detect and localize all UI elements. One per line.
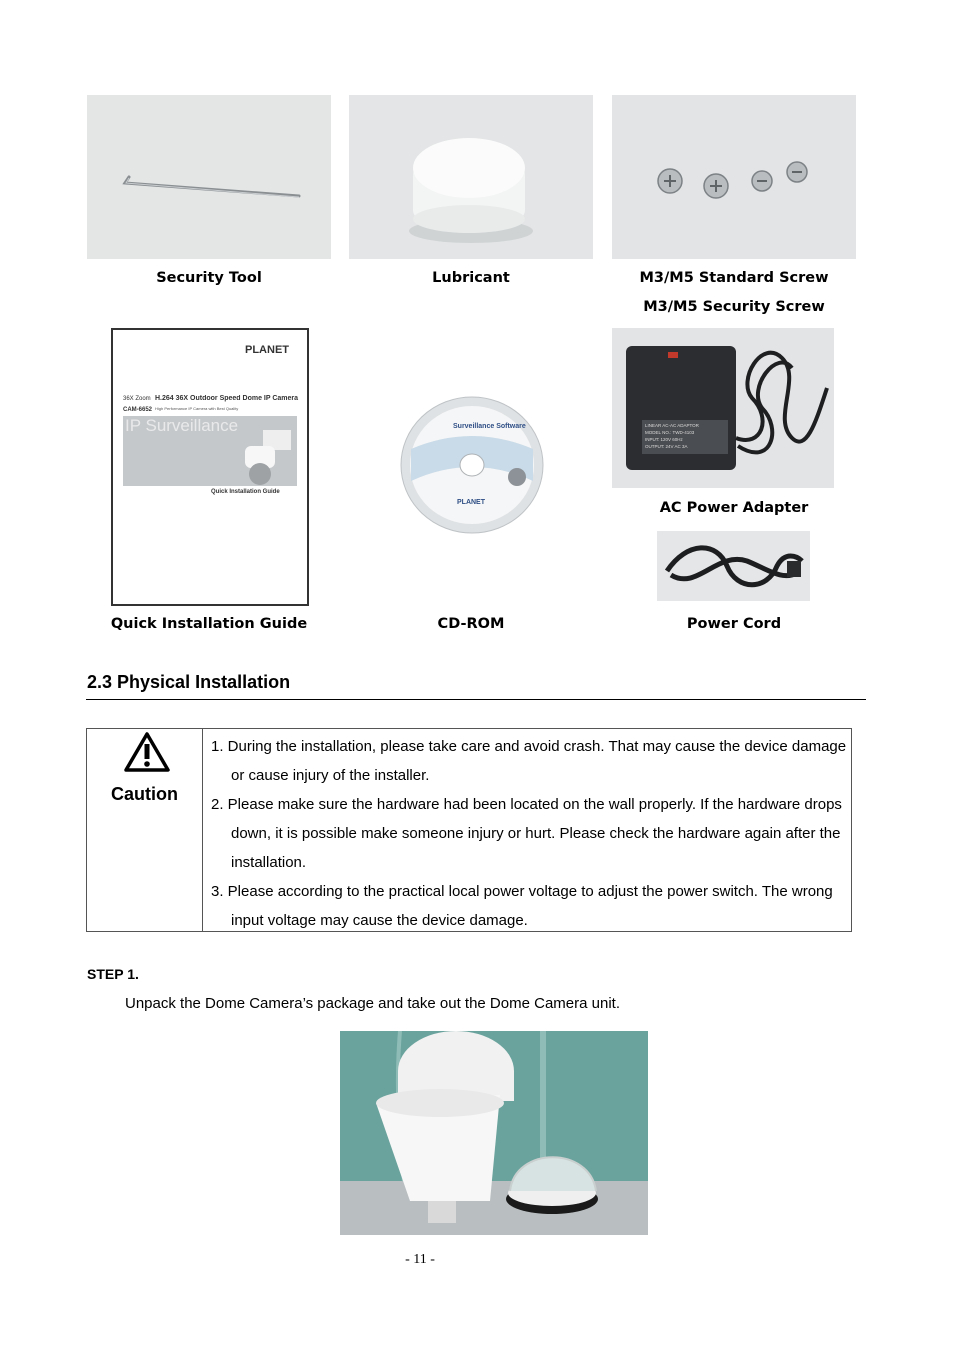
- adapter-label-line1: LINEAR AC-AC ADAPTOR: [645, 423, 699, 428]
- power-cord-caption: Power Cord: [686, 616, 782, 632]
- caution-item: 3. Please according to the practical local power voltage to adjust the power switch. The wrong input voltage may cause the device damage.: [211, 883, 833, 929]
- screws-photo: [612, 95, 856, 259]
- standard-screw-caption: M3/M5 Standard Screw: [639, 270, 829, 286]
- lubricant-caption: Lubricant: [432, 270, 510, 286]
- caution-item: 2. Please make sure the hardware had been located on the wall properly. If the hardware drops down, it is possible make someone injury or hurt. Please check the hardware again after the installation.: [211, 796, 842, 871]
- page-number: - 11 -: [405, 1252, 435, 1267]
- guide-watermark: IP Surveillance: [125, 416, 239, 435]
- section-rule: [86, 699, 866, 700]
- step-label: STEP 1.: [87, 966, 139, 982]
- guide-doc-label: Quick Installation Guide: [211, 489, 280, 495]
- ac-adapter-photo: [612, 328, 834, 488]
- adapter-label-line2: MODEL NO.: TWD-4103: [645, 430, 695, 435]
- lubricant-photo: [349, 95, 593, 259]
- guide-caption: Quick Installation Guide: [110, 616, 308, 632]
- security-tool-caption: Security Tool: [156, 270, 262, 286]
- guide-cover: [111, 328, 309, 606]
- security-tool-photo: [87, 95, 331, 259]
- cd-product: Surveillance Software: [453, 423, 526, 430]
- adapter-label-line4: OUTPUT: 24V AC 3A: [645, 444, 688, 449]
- adapter-label-line3: INPUT: 120V 60Hz: [645, 437, 683, 442]
- dome-camera-photo: [340, 1031, 648, 1235]
- ac-adapter-caption: AC Power Adapter: [659, 500, 809, 516]
- adapter-label: [642, 420, 728, 454]
- warning-icon: [123, 731, 171, 773]
- caution-label: Caution: [111, 784, 178, 804]
- step-text: Unpack the Dome Camera’s package and take out the Dome Camera unit.: [125, 995, 620, 1012]
- cd-brand: PLANET: [457, 499, 485, 506]
- guide-subtitle: High Performance IP Camera with Best Quality: [155, 406, 239, 411]
- caution-box: [86, 728, 852, 932]
- section-title: 2.3 Physical Installation: [87, 672, 291, 692]
- power-cord-photo: [657, 531, 810, 601]
- caution-item: 1. During the installation, please take care and avoid crash. That may cause the device damage or cause injury of the installer.: [211, 738, 847, 784]
- caution-divider: [202, 729, 203, 931]
- guide-zoom: 36X Zoom: [123, 396, 151, 402]
- guide-brand-logo: PLANET: [245, 344, 289, 356]
- caution-list: [211, 732, 847, 935]
- security-screw-caption: M3/M5 Security Screw: [643, 299, 825, 315]
- guide-title: H.264 36X Outdoor Speed Dome IP Camera: [155, 395, 299, 402]
- cd-rom-caption: CD-ROM: [437, 616, 505, 632]
- guide-model: CAM-6652: [123, 407, 153, 413]
- cd-rom-image: [399, 395, 545, 535]
- guide-banner: [123, 416, 297, 486]
- dome-camera-icon: [223, 428, 293, 486]
